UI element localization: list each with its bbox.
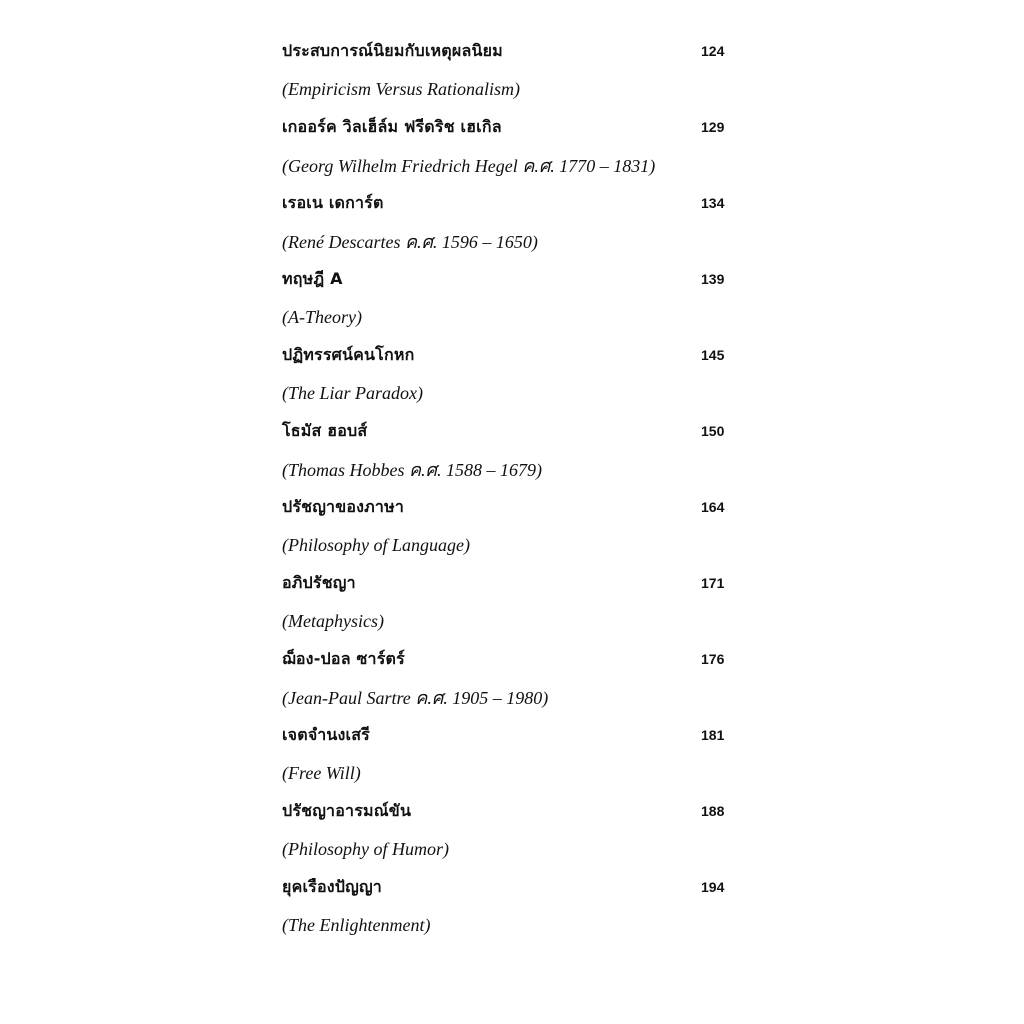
toc-subtitle-line bbox=[282, 830, 742, 868]
toc-title-line bbox=[282, 32, 742, 70]
toc-subtitle-line bbox=[282, 906, 742, 944]
entry-subtitle: (A-Theory) bbox=[282, 306, 362, 327]
page-number: 164 bbox=[701, 499, 725, 515]
toc-title-line bbox=[282, 412, 742, 450]
entry-subtitle: (Georg Wilhelm Friedrich Hegel ค.ศ. 1770 – 1831) bbox=[282, 155, 656, 176]
entry-title: เรอเน เดการ์ต bbox=[282, 192, 384, 212]
toc-subtitle-line bbox=[282, 298, 742, 336]
toc-title-line bbox=[282, 564, 742, 602]
entry-subtitle: (René Descartes ค.ศ. 1596 – 1650) bbox=[282, 231, 538, 252]
entry-subtitle: (Philosophy of Humor) bbox=[282, 838, 449, 859]
toc-subtitle-line bbox=[282, 70, 742, 108]
entry-subtitle: (Free Will) bbox=[282, 762, 361, 783]
entry-title: ประสบการณ์นิยมกับเหตุผลนิยม bbox=[282, 40, 503, 60]
page-number: 171 bbox=[701, 575, 725, 591]
toc-title-line bbox=[282, 108, 742, 146]
toc-entry bbox=[282, 640, 742, 716]
entry-title: อภิปรัชญา bbox=[282, 572, 356, 592]
table-of-contents bbox=[282, 32, 742, 944]
toc-subtitle-line bbox=[282, 526, 742, 564]
toc-entry bbox=[282, 336, 742, 412]
toc-title-line bbox=[282, 336, 742, 374]
toc-title-line bbox=[282, 260, 742, 298]
toc-entry bbox=[282, 108, 742, 184]
toc-title-line bbox=[282, 868, 742, 906]
entry-title: ทฤษฎี A bbox=[282, 268, 343, 288]
toc-entry bbox=[282, 716, 742, 792]
toc-entry bbox=[282, 260, 742, 336]
toc-subtitle-line bbox=[282, 146, 742, 184]
entry-subtitle: (Jean-Paul Sartre ค.ศ. 1905 – 1980) bbox=[282, 687, 549, 708]
entry-title: เจตจำนงเสรี bbox=[282, 724, 370, 744]
toc-subtitle-line bbox=[282, 678, 742, 716]
entry-subtitle: (Empiricism Versus Rationalism) bbox=[282, 78, 520, 99]
toc-entry bbox=[282, 564, 742, 640]
toc-subtitle-line bbox=[282, 602, 742, 640]
toc-title-line bbox=[282, 184, 742, 222]
toc-entry bbox=[282, 32, 742, 108]
toc-title-line bbox=[282, 640, 742, 678]
entry-title: ยุคเรืองปัญญา bbox=[282, 876, 382, 896]
page-number: 176 bbox=[701, 651, 725, 667]
toc-entry bbox=[282, 792, 742, 868]
entry-title: ปรัชญาของภาษา bbox=[282, 496, 405, 516]
toc-subtitle-line bbox=[282, 222, 742, 260]
entry-title: ปฏิทรรศน์คนโกหก bbox=[282, 344, 415, 364]
toc-subtitle-line bbox=[282, 754, 742, 792]
page-number: 145 bbox=[701, 347, 725, 363]
toc-title-line bbox=[282, 792, 742, 830]
page-number: 129 bbox=[701, 119, 725, 135]
toc-entry bbox=[282, 488, 742, 564]
page-number: 124 bbox=[701, 43, 725, 59]
toc-entry bbox=[282, 184, 742, 260]
toc-title-line bbox=[282, 716, 742, 754]
toc-entry bbox=[282, 412, 742, 488]
toc-subtitle-line bbox=[282, 374, 742, 412]
page-number: 150 bbox=[701, 423, 725, 439]
entry-subtitle: (The Enlightenment) bbox=[282, 914, 431, 935]
page-number: 139 bbox=[701, 271, 725, 287]
entry-subtitle: (Metaphysics) bbox=[282, 610, 384, 631]
entry-subtitle: (Philosophy of Language) bbox=[282, 534, 470, 555]
toc-title-line bbox=[282, 488, 742, 526]
entry-subtitle: (The Liar Paradox) bbox=[282, 382, 423, 403]
entry-subtitle: (Thomas Hobbes ค.ศ. 1588 – 1679) bbox=[282, 459, 542, 480]
entry-title: ปรัชญาอารมณ์ขัน bbox=[282, 800, 412, 820]
toc-subtitle-line bbox=[282, 450, 742, 488]
entry-title: โธมัส ฮอบส์ bbox=[282, 420, 368, 440]
page-number: 134 bbox=[701, 195, 725, 211]
page-number: 194 bbox=[701, 879, 725, 895]
toc-entry bbox=[282, 868, 742, 944]
page-number: 188 bbox=[701, 803, 725, 819]
entry-title: เกออร์ค วิลเฮ็ล์ม ฟรีดริช เฮเกิล bbox=[282, 116, 502, 136]
page-number: 181 bbox=[701, 727, 725, 743]
entry-title: ฌ็อง-ปอล ซาร์ตร์ bbox=[282, 648, 405, 668]
